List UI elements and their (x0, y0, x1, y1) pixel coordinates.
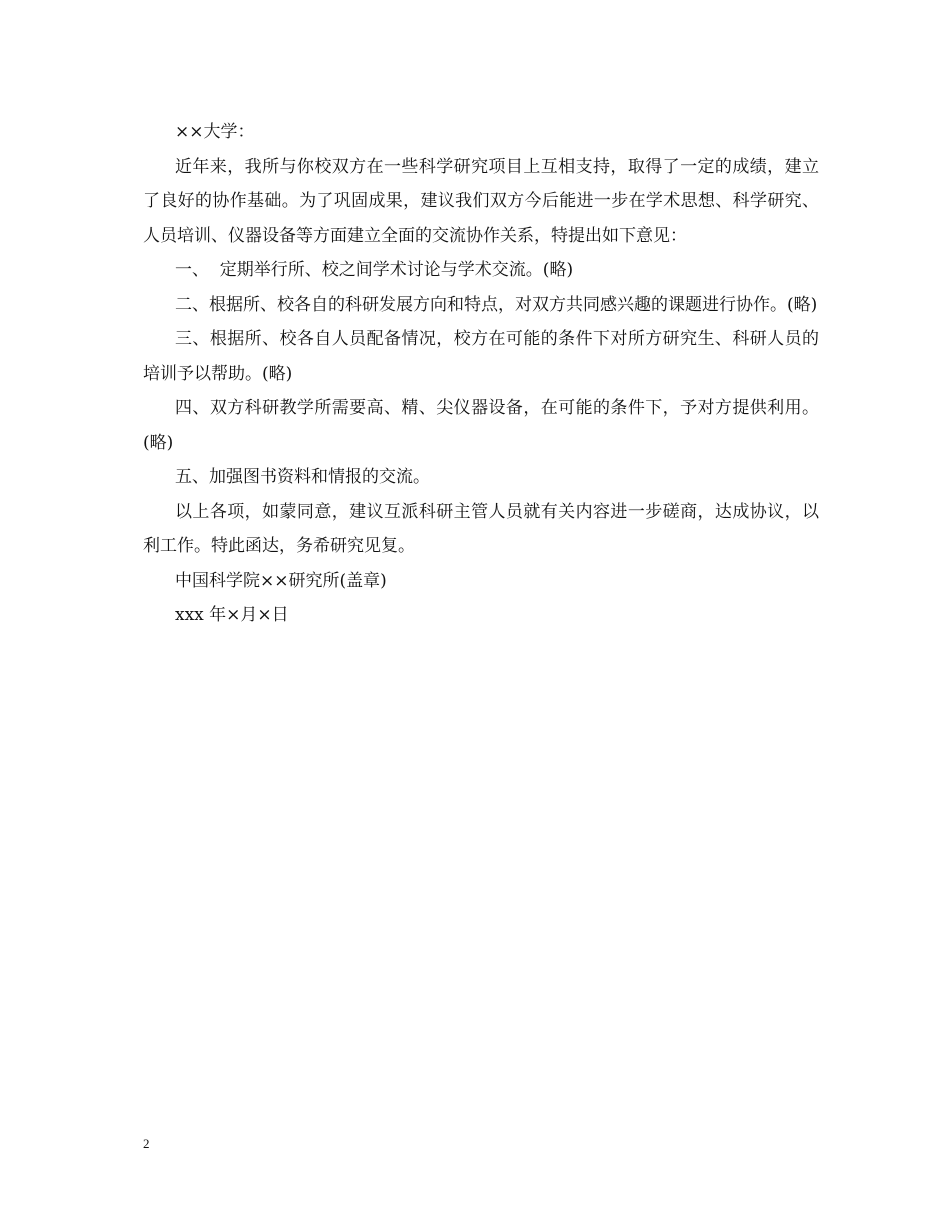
paragraph-item-3: 三、根据所、校各自人员配备情况，校方在可能的条件下对所方研究生、科研人员的培训予以帮助。(略) (143, 329, 819, 384)
letter-body (143, 115, 819, 633)
paragraph-intro: 近年来，我所与你校双方在一些科学研究项目上互相支持，取得了一定的成绩，建立了良好的协作基础。为了巩固成果，建议我们双方今后能进一步在学术思想、科学研究、人员培训、仪器设备等方面建立全面的交流协作关系，特提出如下意见： (143, 156, 819, 246)
date: xxx 年×月×日 (175, 605, 289, 625)
paragraph-closing: 以上各项，如蒙同意，建议互派科研主管人员就有关内容进一步磋商，达成协议，以利工作。特此函达，务希研究见复。 (143, 501, 819, 556)
paragraph-item-5: 五、加强图书资料和情报的交流。 (175, 467, 430, 487)
paragraph-item-2: 二、根据所、校各自的科研发展方向和特点，对双方共同感兴趣的课题进行协作。(略) (175, 294, 818, 315)
paragraph-item-1: 一、 定期举行所、校之间学术讨论与学术交流。(略) (175, 260, 574, 280)
signature: 中国科学院××研究所(盖章) (175, 570, 387, 591)
paragraph-item-4: 四、双方科研教学所需要高、精、尖仪器设备，在可能的条件下，予对方提供利用。(略) (143, 398, 819, 453)
salutation: ××大学： (175, 122, 255, 142)
page-number: 2 (143, 1136, 150, 1151)
